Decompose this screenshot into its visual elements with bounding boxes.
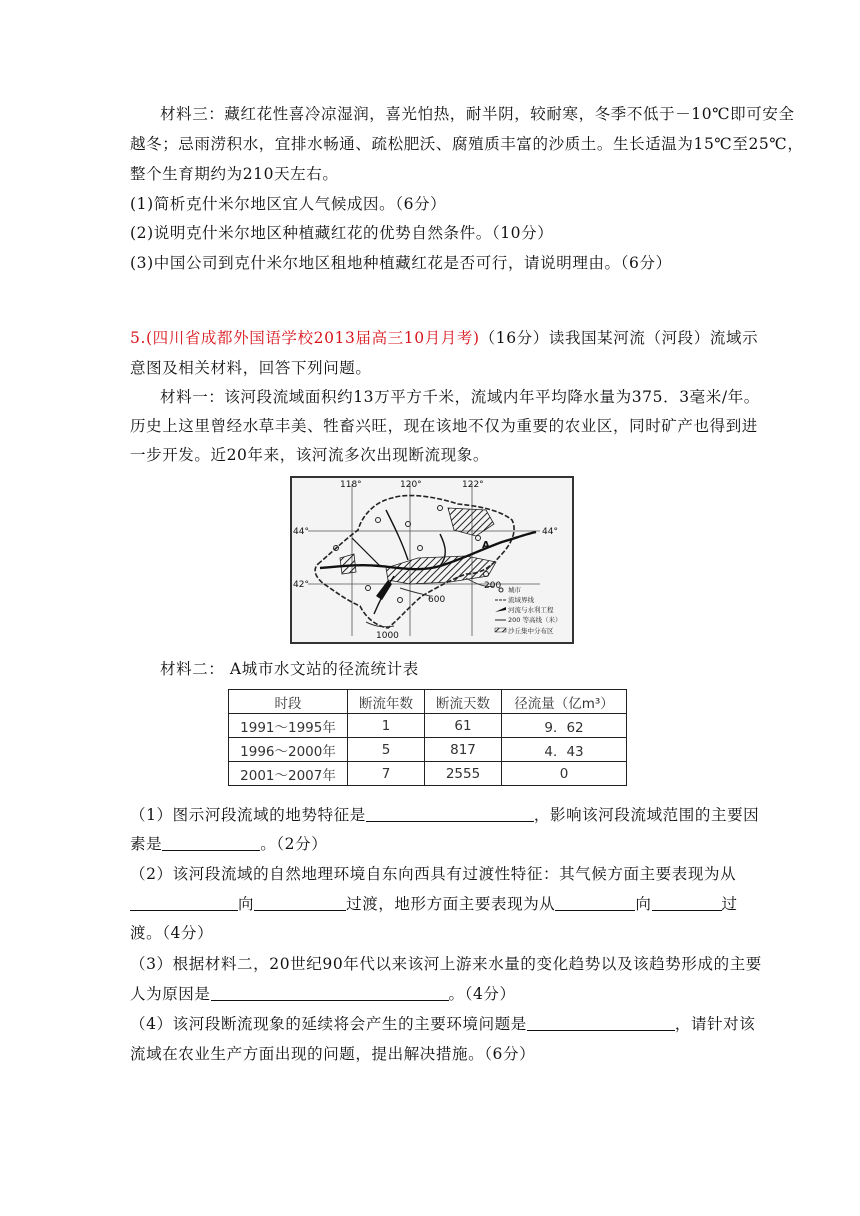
q5-2-line3: 渡。（4分） [130,924,214,942]
q5-4-line2: 流域在农业生产方面出现的问题，提出解决措施。（6分） [130,1045,536,1063]
question5-intro2: 意图及相关材料，回答下列问题。 [130,359,372,377]
material2-title: 材料二： A城市水文站的径流统计表 [160,660,419,678]
table-cell: 5 [348,738,425,762]
contour-label-600: 600 [428,595,446,605]
q5-2-line2 [130,893,738,915]
q5-3-line2 [130,983,516,1005]
table-cell: 61 [425,714,502,738]
table-cell: 1991～1995年 [229,714,348,738]
lon-label-122: 122° [462,480,484,490]
table-row [229,714,627,738]
question-3: (3)中国公司到克什米尔地区租地种植藏红花是否可行，请说明理由。（6分） [130,254,672,272]
table-cell: 1996～2000年 [229,738,348,762]
answer-blank [527,1014,675,1031]
q5-4-text: ，请针对该 [674,1015,756,1033]
answer-blank [162,834,260,851]
legend-river: 河流与水利工程 [508,606,554,614]
city-a-label: A [482,540,490,551]
sand-dune-area-west [340,554,356,574]
legend-dune-symbol [495,628,506,632]
table-cell: 0 [502,762,627,786]
legend-boundary: 流域界线 [508,596,534,604]
answer-blank [211,984,449,1001]
q5-3-text: 人为原因是 [130,985,211,1003]
q5-3-text: 。（4分） [448,985,516,1003]
table-cell: 9．62 [502,714,627,738]
q5-1-text: 素是 [130,835,163,853]
lat-label-44-left: 44° [293,527,309,537]
answer-blank [130,894,238,911]
legend-city: 城市 [508,586,521,594]
table-header: 时段 [229,690,348,714]
runoff-statistics-table [228,689,627,786]
answer-blank [555,894,635,911]
q5-2-text: 向 [238,895,255,913]
contour-label-1000: 1000 [376,631,399,641]
q5-3-line1: （3）根据材料二，20世纪90年代以来该河上游来水量的变化趋势以及该趋势形成的主要 [130,955,762,973]
material3-line1: 材料三：藏红花性喜冷凉湿润，喜光怕热，耐半阴，较耐寒，冬季不低于－10℃即可安全 [160,105,795,123]
lat-label-44-right: 44° [542,527,558,537]
contour-label-200: 200 [484,581,502,591]
legend-dune: 沙丘集中分布区 [508,627,554,635]
lat-label-42: 42° [293,580,309,590]
q5-1-text: 。（2分） [260,835,328,853]
table-cell: 7 [348,762,425,786]
table-row [229,738,627,762]
river-basin-map [290,476,574,644]
table-header-row [229,690,627,714]
table-row [229,762,627,786]
table-cell: 2555 [425,762,502,786]
answer-blank [254,894,346,911]
question5-header [130,327,758,349]
q5-2-text: 过渡，地形方面主要表现为从 [346,895,556,913]
material3-line2: 越冬；忌雨涝积水，宜排水畅通、疏松肥沃、腐殖质丰富的沙质土。生长适温为15℃至25℃， [130,135,804,153]
question5-source: 5.(四川省成都外国语学校2013届高三10月月考) [130,329,480,347]
q5-2-text: 过 [721,895,738,913]
q5-2-text: 向 [635,895,652,913]
legend-contour: 200 等高线（米） [508,616,562,624]
question-2: (2)说明克什米尔地区种植藏红花的优势自然条件。（10分） [130,224,554,242]
lon-label-118: 118° [340,480,362,490]
table-cell: 817 [425,738,502,762]
table-cell: 1 [348,714,425,738]
material3-line3: 整个生育期约为210天左右。 [130,165,339,183]
material1-line3: 一步开发。近20年来，该河流多次出现断流现象。 [130,446,490,464]
table-header: 断流年数 [348,690,425,714]
material1-line2: 历史上这里曾经水草丰美、牲畜兴旺，现在该地不仅为重要的农业区，同时矿产也得到进 [130,417,758,435]
table-cell: 2001～2007年 [229,762,348,786]
q5-4-line1 [130,1013,755,1035]
lon-label-120: 120° [400,480,422,490]
q5-4-text: （4）该河段断流现象的延续将会产生的主要环境问题是 [130,1015,527,1033]
question5-intro: （16分）读我国某河流（河段）流域示 [479,329,759,347]
question-1: (1)简析克什米尔地区宜人气候成因。（6分） [130,195,447,213]
q5-1-line2 [130,833,327,855]
material1-line1: 材料一：该河段流域面积约13万平方千米，流域内年平均降水量为375．3毫米/年。 [160,388,760,406]
q5-1-text: ，影响该河段流域范围的主要因 [533,806,760,824]
table-header: 断流天数 [425,690,502,714]
answer-blank [366,805,534,822]
table-cell: 4．43 [502,738,627,762]
q5-2-line1: （2）该河段流域的自然地理环境自东向西具有过渡性特征：其气候方面主要表现为从 [130,865,737,883]
q5-1-line1 [130,804,759,826]
table-header: 径流量（亿m³） [502,690,627,714]
q5-1-text: （1）图示河段流域的地势特征是 [130,806,366,824]
answer-blank [652,894,722,911]
